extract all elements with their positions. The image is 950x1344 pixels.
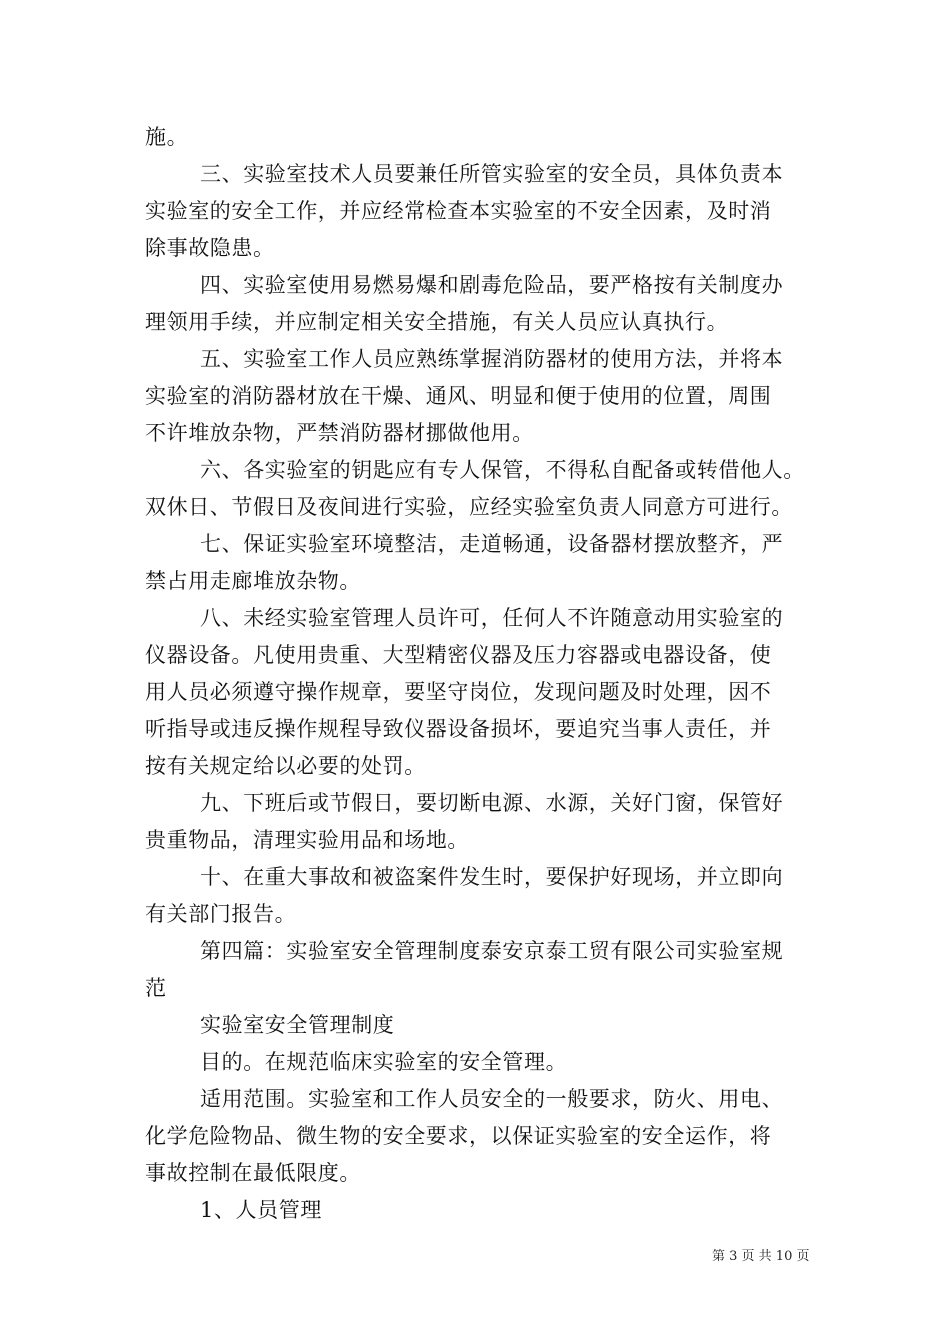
text-line: 三、实验室技术人员要兼任所管实验室的安全员，具体负责本 [200,162,784,186]
numbered-heading: 1、人员管理 [200,1198,322,1222]
text-line: 贵重物品，清理实验用品和场地。 [145,828,469,852]
text-line: 四、实验室使用易燃易爆和剧毒危险品，要严格按有关制度办 [200,273,784,297]
text-line: 十、在重大事故和被盗案件发生时，要保护好现场，并立即向 [200,865,784,889]
text-line: 双休日、节假日及夜间进行实验，应经实验室负责人同意方可进行。 [145,495,793,519]
text-line: 除事故隐患。 [145,236,275,260]
text-line: 目的。在规范临床实验室的安全管理。 [200,1050,568,1074]
text-line: 实验室的安全工作，并应经常检查本实验室的不安全因素，及时消 [145,199,772,223]
subsection-title: 实验室安全管理制度 [200,1013,395,1037]
text-line: 七、保证实验室环境整洁，走道畅通，设备器材摆放整齐，严 [200,532,784,556]
text-line: 有关部门报告。 [145,902,297,926]
text-line: 不许堆放杂物，严禁消防器材挪做他用。 [145,421,534,445]
text-line: 按有关规定给以必要的处罚。 [145,754,426,778]
text-line: 适用范围。实验室和工作人员安全的一般要求，防火、用电、 [200,1087,784,1111]
text-line: 实验室的消防器材放在干燥、通风、明显和便于使用的位置，周围 [145,384,772,408]
text-line: 用人员必须遵守操作规章，要坚守岗位，发现问题及时处理，因不 [145,680,772,704]
page-number-footer: 第 3 页 共 10 页 [712,1249,810,1264]
text-line: 化学危险物品、微生物的安全要求，以保证实验室的安全运作，将 [145,1124,772,1148]
text-line: 听指导或违反操作规程导致仪器设备损坏，要追究当事人责任，并 [145,717,772,741]
text-line: 禁占用走廊堆放杂物。 [145,569,361,593]
text-line: 仪器设备。凡使用贵重、大型精密仪器及压力容器或电器设备，使 [145,643,772,667]
text-line: 五、实验室工作人员应熟练掌握消防器材的使用方法，并将本 [200,347,784,371]
text-line: 理领用手续，并应制定相关安全措施，有关人员应认真执行。 [145,310,729,334]
section-heading-continued: 范 [145,976,167,1000]
text-line: 施。 [145,125,189,149]
text-line: 九、下班后或节假日，要切断电源、水源，关好门窗，保管好 [200,791,784,815]
text-line: 事故控制在最低限度。 [145,1161,361,1185]
text-line: 六、各实验室的钥匙应有专人保管，不得私自配备或转借他人。 [200,458,805,482]
text-line: 八、未经实验室管理人员许可，任何人不许随意动用实验室的 [200,606,784,630]
section-heading: 第四篇：实验室安全管理制度泰安京泰工贸有限公司实验室规 [200,939,784,963]
